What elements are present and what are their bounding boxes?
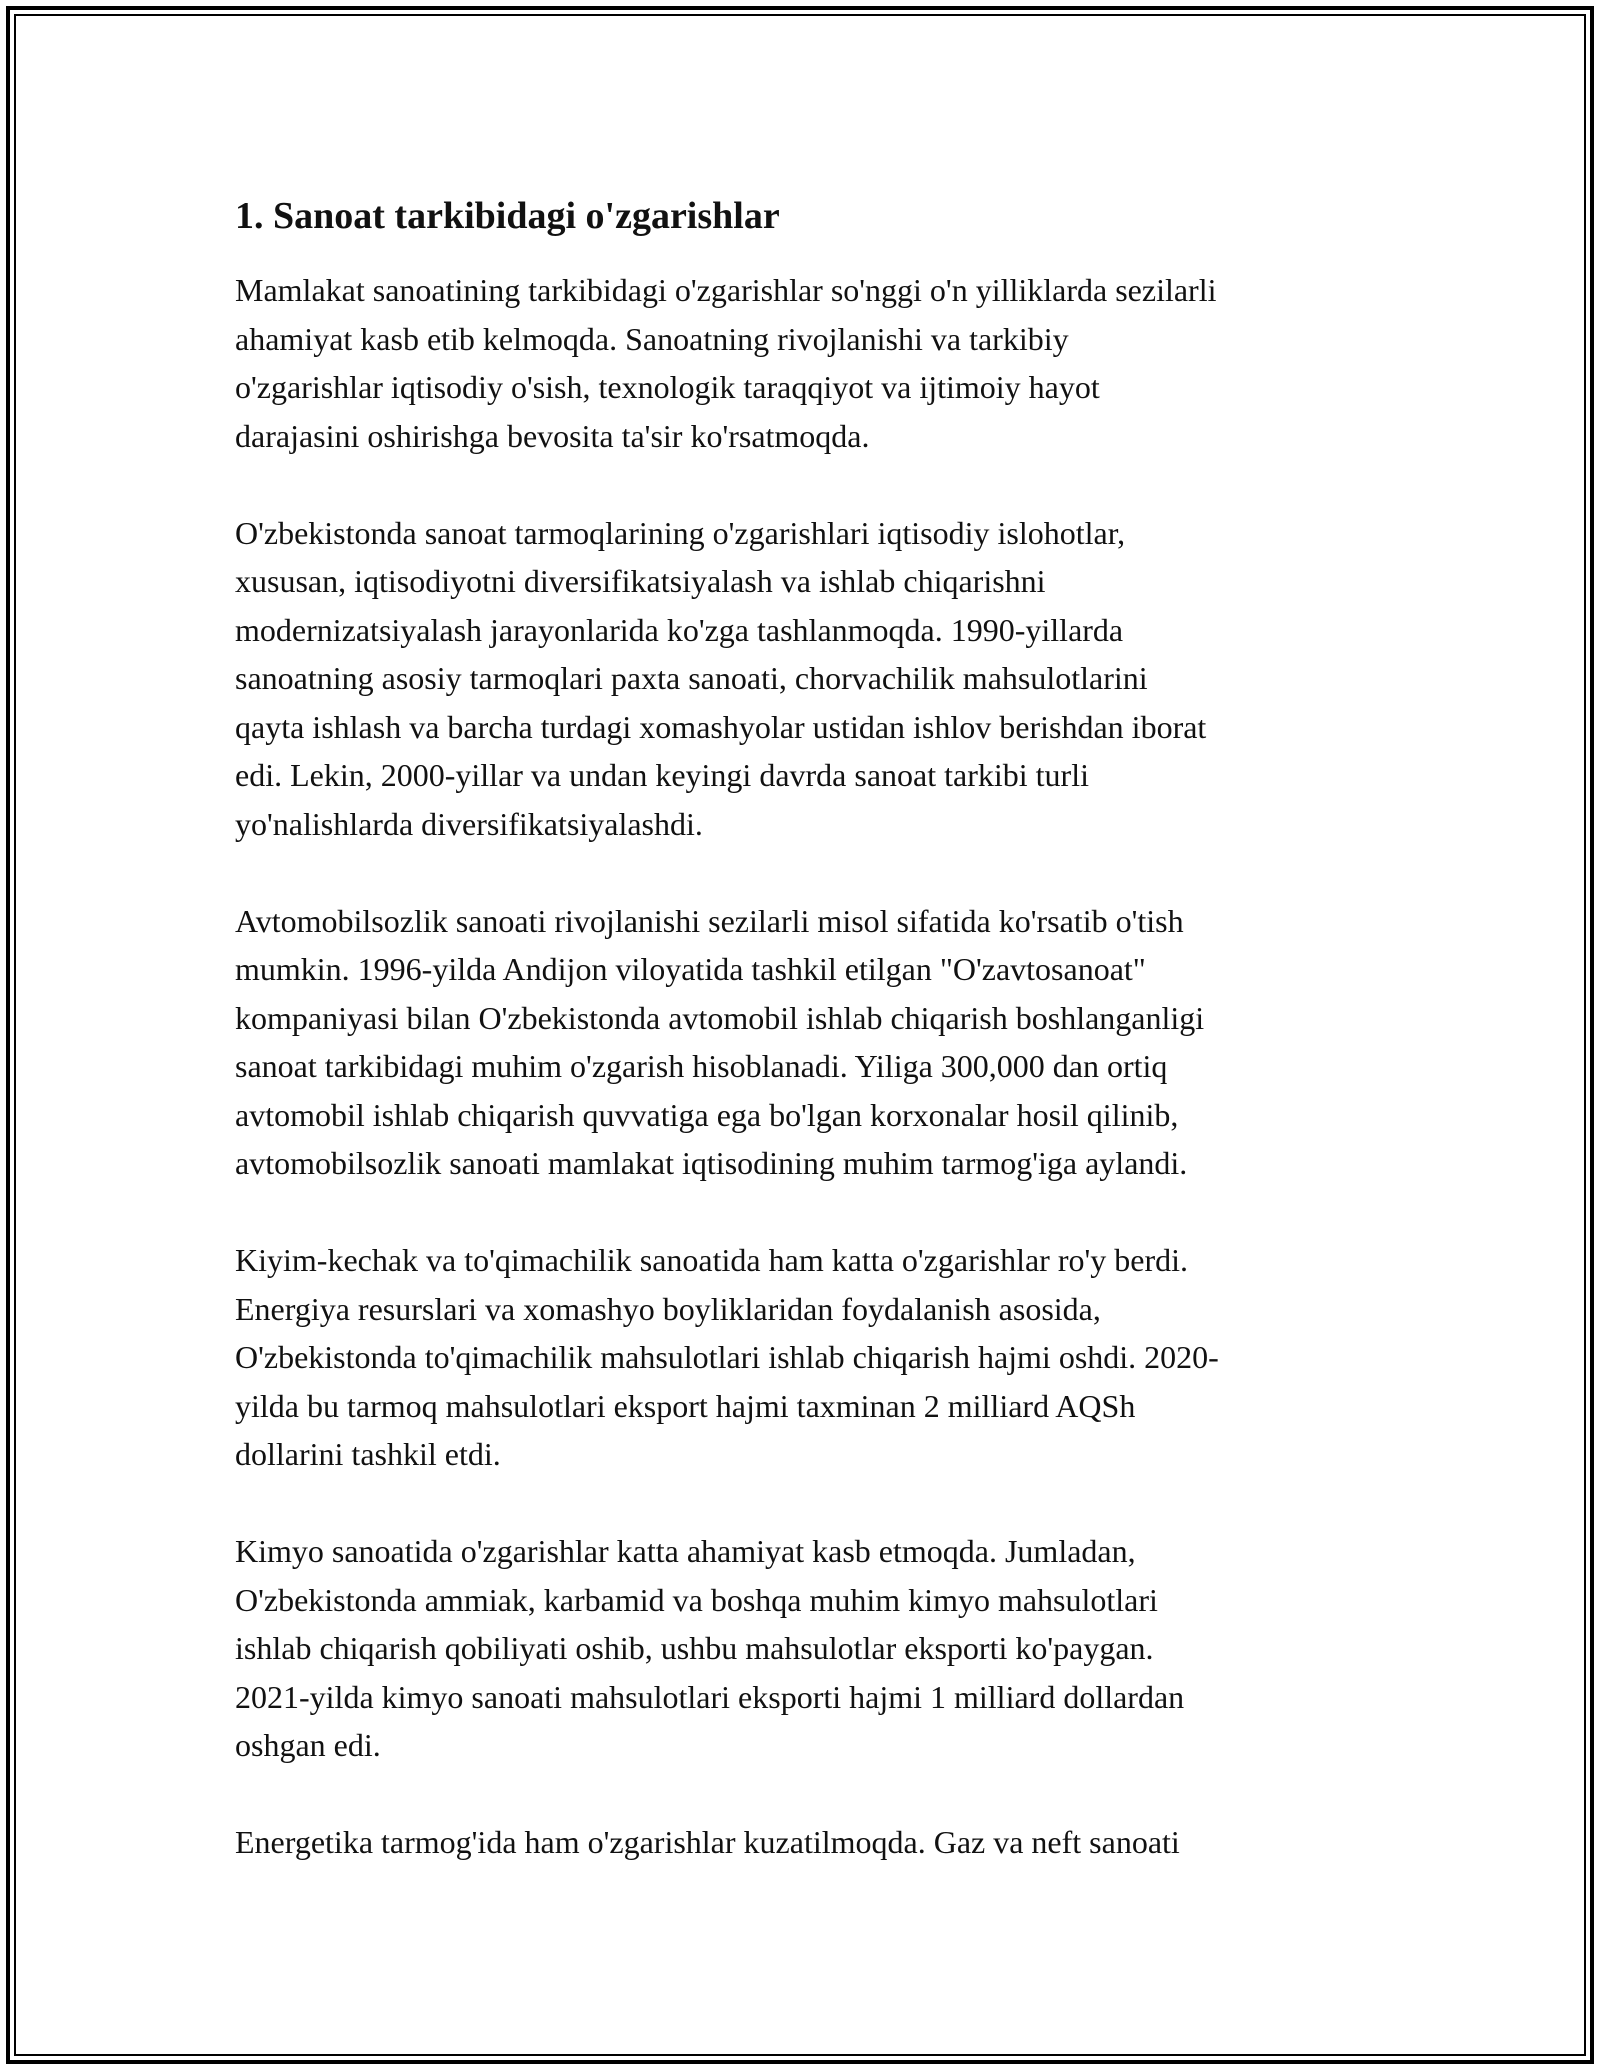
paragraph-2 xyxy=(235,509,1375,849)
paragraph-line: avtomobil ishlab chiqarish quvvatiga ega bo'lgan korxonalar hosil qilinib, xyxy=(235,1096,1179,1133)
paragraph-line: xususan, iqtisodiyotni diversifikatsiyalash va ishlab chiqarishni xyxy=(235,563,1046,599)
paragraph-line: edi. Lekin, 2000-yillar va undan keyingi davrda sanoat tarkibi turli xyxy=(235,757,1089,793)
paragraph-6 xyxy=(235,1818,1375,1867)
paragraph-line: sanoat tarkibidagi muhim o'zgarish hisoblanadi. Yiliga 300,000 dan ortiq xyxy=(235,1048,1168,1084)
paragraph-line: o'zgarishlar iqtisodiy o'sish, texnologik taraqqiyot va ijtimoiy hayot xyxy=(235,369,1100,405)
section-heading: 1. Sanoat tarkibidagi o'zgarishlar xyxy=(235,195,780,237)
paragraph-line: Kimyo sanoatida o'zgarishlar katta ahamiyat kasb etmoqda. Jumladan, xyxy=(235,1533,1136,1569)
paragraph-line: qayta ishlash va barcha turdagi xomashyolar ustidan ishlov berishdan iborat xyxy=(235,708,1207,745)
paragraph-line: 2021-yilda kimyo sanoati mahsulotlari eksporti hajmi 1 milliard dollardan xyxy=(235,1678,1185,1715)
paragraph-line: oshgan edi. xyxy=(235,1727,381,1763)
paragraph-line: O'zbekistonda sanoat tarmoqlarining o'zgarishlari iqtisodiy islohotlar, xyxy=(235,514,1126,551)
paragraph-line: mumkin. 1996-yilda Andijon viloyatida tashkil etilgan "O'zavtosanoat" xyxy=(235,951,1146,987)
paragraph-line: sanoatning asosiy tarmoqlari paxta sanoati, chorvachilik mahsulotlarini xyxy=(235,660,1148,696)
paragraph-line: Energiya resurslari va xomashyo boyliklaridan foydalanish asosida, xyxy=(235,1290,1101,1327)
paragraph-1 xyxy=(235,266,1375,460)
paragraph-line: yilda bu tarmoq mahsulotlari eksport hajmi taxminan 2 milliard AQSh xyxy=(235,1387,1136,1424)
document-body xyxy=(235,188,1375,1915)
paragraph-line: dollarini tashkil etdi. xyxy=(235,1436,501,1472)
paragraph-line: kompaniyasi bilan O'zbekistonda avtomobil ishlab chiqarish boshlanganligi xyxy=(235,999,1205,1036)
paragraph-line: yo'nalishlarda diversifikatsiyalashdi. xyxy=(235,805,703,842)
paragraph-line: modernizatsiyalash jarayonlarida ko'zga tashlanmoqda. 1990-yillarda xyxy=(235,611,1124,648)
paragraph-line: O'zbekistonda ammiak, karbamid va boshqa muhim kimyo mahsulotlari xyxy=(235,1581,1158,1618)
paragraph-line: O'zbekistonda to'qimachilik mahsulotlari ishlab chiqarish hajmi oshdi. 2020- xyxy=(235,1339,1219,1375)
paragraph-5 xyxy=(235,1527,1375,1770)
paragraph-3 xyxy=(235,897,1375,1188)
paragraph-line: Energetika tarmog'ida ham o'zgarishlar kuzatilmoqda. Gaz va neft sanoati xyxy=(235,1824,1180,1860)
paragraph-line: Avtomobilsozlik sanoati rivojlanishi sezilarli misol sifatida ko'rsatib o'tish xyxy=(235,902,1184,939)
paragraph-line: Mamlakat sanoatining tarkibidagi o'zgarishlar so'nggi o'n yilliklarda sezilarli xyxy=(235,272,1217,308)
paragraph-line: avtomobilsozlik sanoati mamlakat iqtisodining muhim tarmog'iga aylandi. xyxy=(235,1145,1188,1181)
paragraph-line: darajasini oshirishga bevosita ta'sir ko'rsatmoqda. xyxy=(235,417,870,454)
paragraph-line: ahamiyat kasb etib kelmoqda. Sanoatning rivojlanishi va tarkibiy xyxy=(235,320,1069,357)
paragraph-4 xyxy=(235,1236,1375,1479)
paragraph-line: ishlab chiqarish qobiliyati oshib, ushbu mahsulotlar eksporti ko'paygan. xyxy=(235,1630,1154,1666)
paragraph-line: Kiyim-kechak va to'qimachilik sanoatida ham katta o'zgarishlar ro'y berdi. xyxy=(235,1242,1188,1278)
